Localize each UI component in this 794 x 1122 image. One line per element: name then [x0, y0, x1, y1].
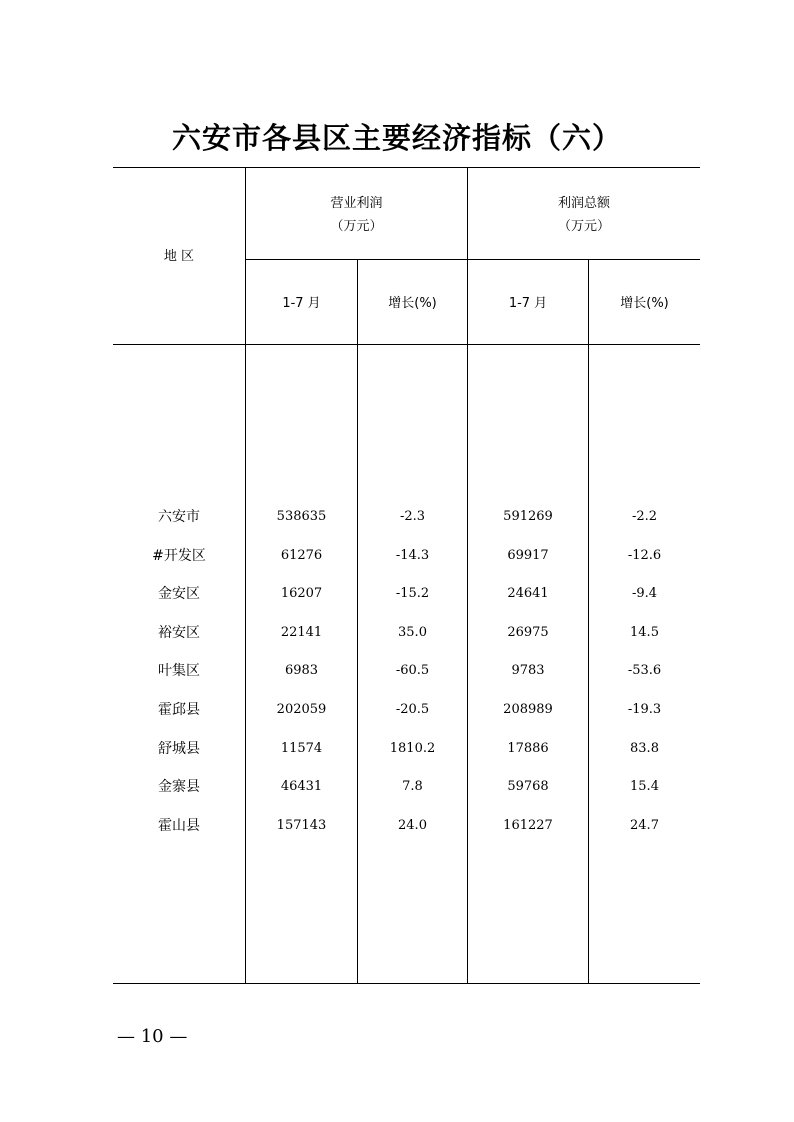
total-profit-value: 24641 — [507, 586, 549, 601]
total-profit-value: 9783 — [511, 663, 545, 678]
group-header-rule — [245, 259, 700, 260]
sub-header-op-period: 1-7 月 — [282, 296, 321, 311]
total-growth-value: -9.4 — [631, 586, 658, 601]
region-name: 金安区 — [158, 586, 200, 602]
total-growth-value: 15.4 — [630, 779, 659, 794]
group-header-total-profit — [468, 192, 700, 238]
table-bottom-rule — [113, 983, 700, 984]
total-profit-value: 208989 — [503, 702, 553, 717]
header-bottom-rule — [113, 344, 700, 345]
total-growth-value: 83.8 — [630, 741, 659, 756]
op-profit-value: 16207 — [280, 586, 323, 601]
group-name: 利润总额 — [557, 196, 610, 211]
economic-indicators-table — [113, 167, 700, 984]
region-name: 裕安区 — [158, 625, 200, 641]
op-growth-value: 1810.2 — [389, 741, 436, 756]
op-profit-value: 202059 — [276, 702, 327, 717]
op-profit-value: 46431 — [280, 779, 323, 794]
op-growth-value: -20.5 — [395, 702, 430, 717]
page-number: — 10 — — [117, 1026, 188, 1047]
page-title: 六安市各县区主要经济指标（六） — [171, 121, 622, 155]
total-growth-value: -12.6 — [627, 548, 662, 563]
total-growth-value: 24.7 — [630, 818, 659, 833]
op-growth-value: -14.3 — [395, 548, 430, 563]
op-profit-value: 11574 — [280, 741, 323, 756]
sub-header-total-growth: 增长(%) — [620, 296, 669, 311]
op-growth-value: -60.5 — [395, 663, 430, 678]
sub-header-total-period: 1-7 月 — [508, 296, 548, 311]
total-profit-value: 69917 — [507, 548, 549, 563]
sub-header-op-growth: 增长(%) — [388, 296, 437, 311]
op-profit-value: 22141 — [280, 625, 323, 640]
total-profit-value: 591269 — [503, 509, 553, 524]
op-growth-value: -15.2 — [395, 586, 430, 601]
total-growth-value: -53.6 — [627, 663, 662, 678]
table-top-rule — [113, 167, 700, 168]
group-header-operating-profit — [246, 192, 467, 238]
total-profit-value: 161227 — [503, 818, 553, 833]
region-header: 地 区 — [163, 249, 195, 264]
total-growth-value: -2.2 — [631, 509, 658, 524]
region-column-rule — [245, 167, 246, 984]
group-unit: （万元） — [557, 219, 610, 234]
region-name: 金寨县 — [158, 779, 200, 795]
group-divider-rule — [467, 167, 468, 984]
op-profit-value: 61276 — [280, 548, 323, 563]
op-profit-value: 538635 — [276, 509, 327, 524]
total-profit-value: 17886 — [507, 741, 549, 756]
group-name: 营业利润 — [330, 196, 383, 211]
op-profit-value: 6983 — [284, 663, 319, 678]
region-name: 霍邱县 — [158, 702, 200, 718]
op-growth-value: 7.8 — [402, 779, 423, 794]
total-profit-value: 26975 — [507, 625, 549, 640]
total-profit-value: 59768 — [507, 779, 549, 794]
region-name: #开发区 — [152, 548, 206, 564]
op-growth-value: 24.0 — [398, 818, 427, 833]
region-name: 舒城县 — [158, 741, 200, 757]
region-name: 叶集区 — [158, 663, 200, 679]
region-name: 六安市 — [158, 509, 200, 525]
total-growth-value: 14.5 — [630, 625, 659, 640]
op-profit-value: 157143 — [276, 818, 327, 833]
op-growth-column-rule — [357, 259, 358, 984]
op-growth-value: -2.3 — [399, 509, 426, 524]
group-unit: （万元） — [330, 219, 383, 234]
total-growth-column-rule — [588, 259, 589, 984]
op-growth-value: 35.0 — [398, 625, 427, 640]
total-growth-value: -19.3 — [627, 702, 662, 717]
region-name: 霍山县 — [158, 818, 200, 834]
